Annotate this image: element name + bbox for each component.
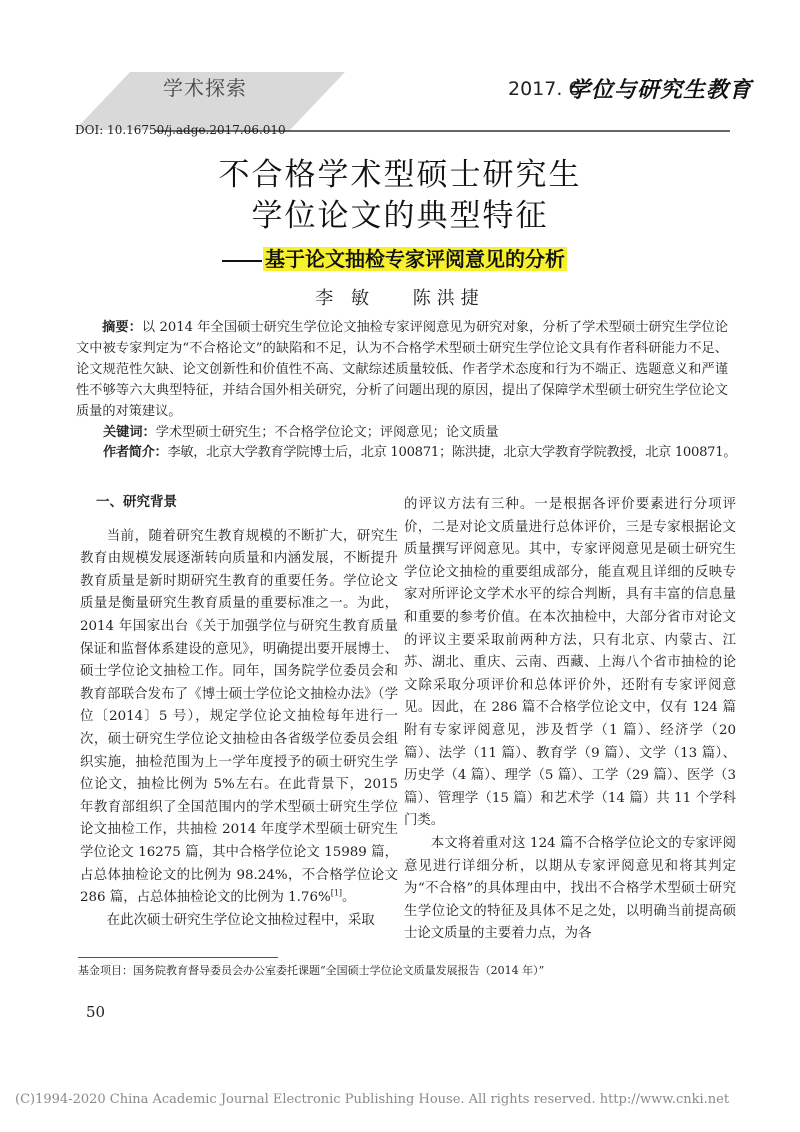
author-name: 陈洪捷 xyxy=(412,288,485,309)
body-column-left xyxy=(80,491,398,932)
paragraph-end: 。 xyxy=(342,890,356,906)
page-number: 50 xyxy=(86,1003,106,1021)
body-column-right xyxy=(404,494,736,946)
subtitle-dash xyxy=(222,260,262,262)
abstract xyxy=(76,317,728,422)
author-name: 李 敏 xyxy=(315,288,375,309)
abstract-text: 以 2014 年全国硕士研究生学位论文抽检专家评阅意见为研究对象，分析了学术型硕士研究生学位论文中被专家判定为“不合格论文”的缺陷和不足，认为不合格学术型硕士研究生学位论文具有作者科研能力不足、论文规范性欠缺、论文创新性和价值性不高、文献综述质量较低、作者学术态度和行为不端正、选题意义和严谨性不够等六大典型特征，并结合国外相关研究，分析了问题出现的原因，提出了保障学术型硕士研究生学位论文质量的对策建议。 xyxy=(76,320,729,419)
doi: DOI: 10.16750/j.adge.2017.06.010 xyxy=(75,123,286,137)
footnote-rule xyxy=(78,957,278,958)
abstract-label: 摘要： xyxy=(102,320,142,335)
authors xyxy=(0,284,800,310)
body-paragraph xyxy=(80,526,398,910)
section-heading: 一、研究背景 xyxy=(96,494,177,510)
footnote: 基金项目：国务院教育督导委员会办公室委托课题“全国硕士学位论文质量发展报告（2014 年）” xyxy=(78,964,545,977)
article-title-line-1: 不合格学术型硕士研究生 xyxy=(218,157,582,193)
article-title-line-2: 学位论文的典型特征 xyxy=(251,198,549,234)
author-bio xyxy=(103,442,743,463)
section-name: 学术探索 xyxy=(163,76,247,100)
article-subtitle xyxy=(222,246,567,272)
copyright-notice: (C)1994-2020 China Academic Journal Electronic Publishing House. All rights reserved. http://www.cnki.net xyxy=(15,1092,730,1107)
author-bio-text: 李敏，北京大学教育学院博士后，北京 100871；陈洪捷，北京大学教育学院教授，北京 100871。 xyxy=(167,445,737,460)
author-bio-label: 作者简介： xyxy=(103,445,168,460)
body-paragraph: 在此次硕士研究生学位论文抽检过程中，采取 xyxy=(106,912,375,928)
paragraph-text: 当前，随着研究生教育规模的不断扩大，研究生教育由规模发展逐渐转向质量和内涵发展，不断提升教育质量是新时期研究生教育的重要任务。学位论文质量是衡量研究生教育质量的重要标准之一。为此，2014 年国家出台《关于加强学位与研究生教育质量保证和监督体系建设的意见》，明确提出要开展博士、硕士学位论文抽检工作。同年，国务院学位委员会和教育部联合发布了《博士硕士学位论文抽检办法》（学位〔2014〕5 号），规定学位论文抽检每年进行一次，硕士研究生学位论文抽检由各省级学位委员会组织实施，抽检范围为上一学年度授予的硕士研究生学位论文，抽检比例为 5%左右。在此背景下，2015 年教育部组织了全国范围内的学术型硕士研究生学位论文抽检工作，共抽检 2014 年度学术型硕士研究生学位论文 16275 篇，其中合格学位论文 15989 篇，占总体抽检论文的比例为 98.24%，不合格学位论文 286 篇，占总体抽检论文的比例为 1.76% xyxy=(80,528,398,906)
body-paragraph: 本文将着重对这 124 篇不合格学位论文的专家评阅意见进行详细分析，以期从专家评阅意见和将其判定为“不合格”的具体理由中，找出不合格学术型硕士研究生学位论文的特征及具体不足之处，以明确当前提高硕士论文质量的主要着力点，为各 xyxy=(404,835,736,942)
keywords xyxy=(103,422,743,443)
citation-ref[interactable]: [1] xyxy=(330,888,343,898)
keywords-text: 学术型硕士研究生；不合格学位论文；评阅意见；论文质量 xyxy=(155,425,499,440)
issue-number: 2017. 6 xyxy=(508,78,581,100)
subtitle-text: 基于论文抽检专家评阅意见的分析 xyxy=(265,247,565,271)
journal-name: 学位与研究生教育 xyxy=(568,77,753,103)
keywords-label: 关键词： xyxy=(103,425,156,440)
body-paragraph: 的评议方法有三种。一是根据各评价要素进行分项评价，二是对论文质量进行总体评价，三是专家根据论文质量撰写评阅意见。其中，专家评阅意见是硕士研究生学位论文抽检的重要组成部分，能直观且详细的反映专家对所评论文学术水平的综合判断，具有丰富的信息量和重要的参考价值。在本次抽检中，大部分省市对论文的评议主要采取前两种方法，只有北京、内蒙古、江苏、湖北、重庆、云南、西藏、上海八个省市抽检的论文除采取分项评价和总体评价外，还附有专家评阅意见。因此，在 286 篇不合格学位论文中，仅有 124 篇附有专家评阅意见，涉及哲学（1 篇）、经济学（20 篇）、法学（11 篇）、教育学（9 篇）、文学（13 篇）、历史学（4 篇）、理学（5 篇）、工学（29 篇）、医学（3 篇）、管理学（15 篇）和艺术学（14 篇）共 11 个学科门类。 xyxy=(404,497,736,829)
